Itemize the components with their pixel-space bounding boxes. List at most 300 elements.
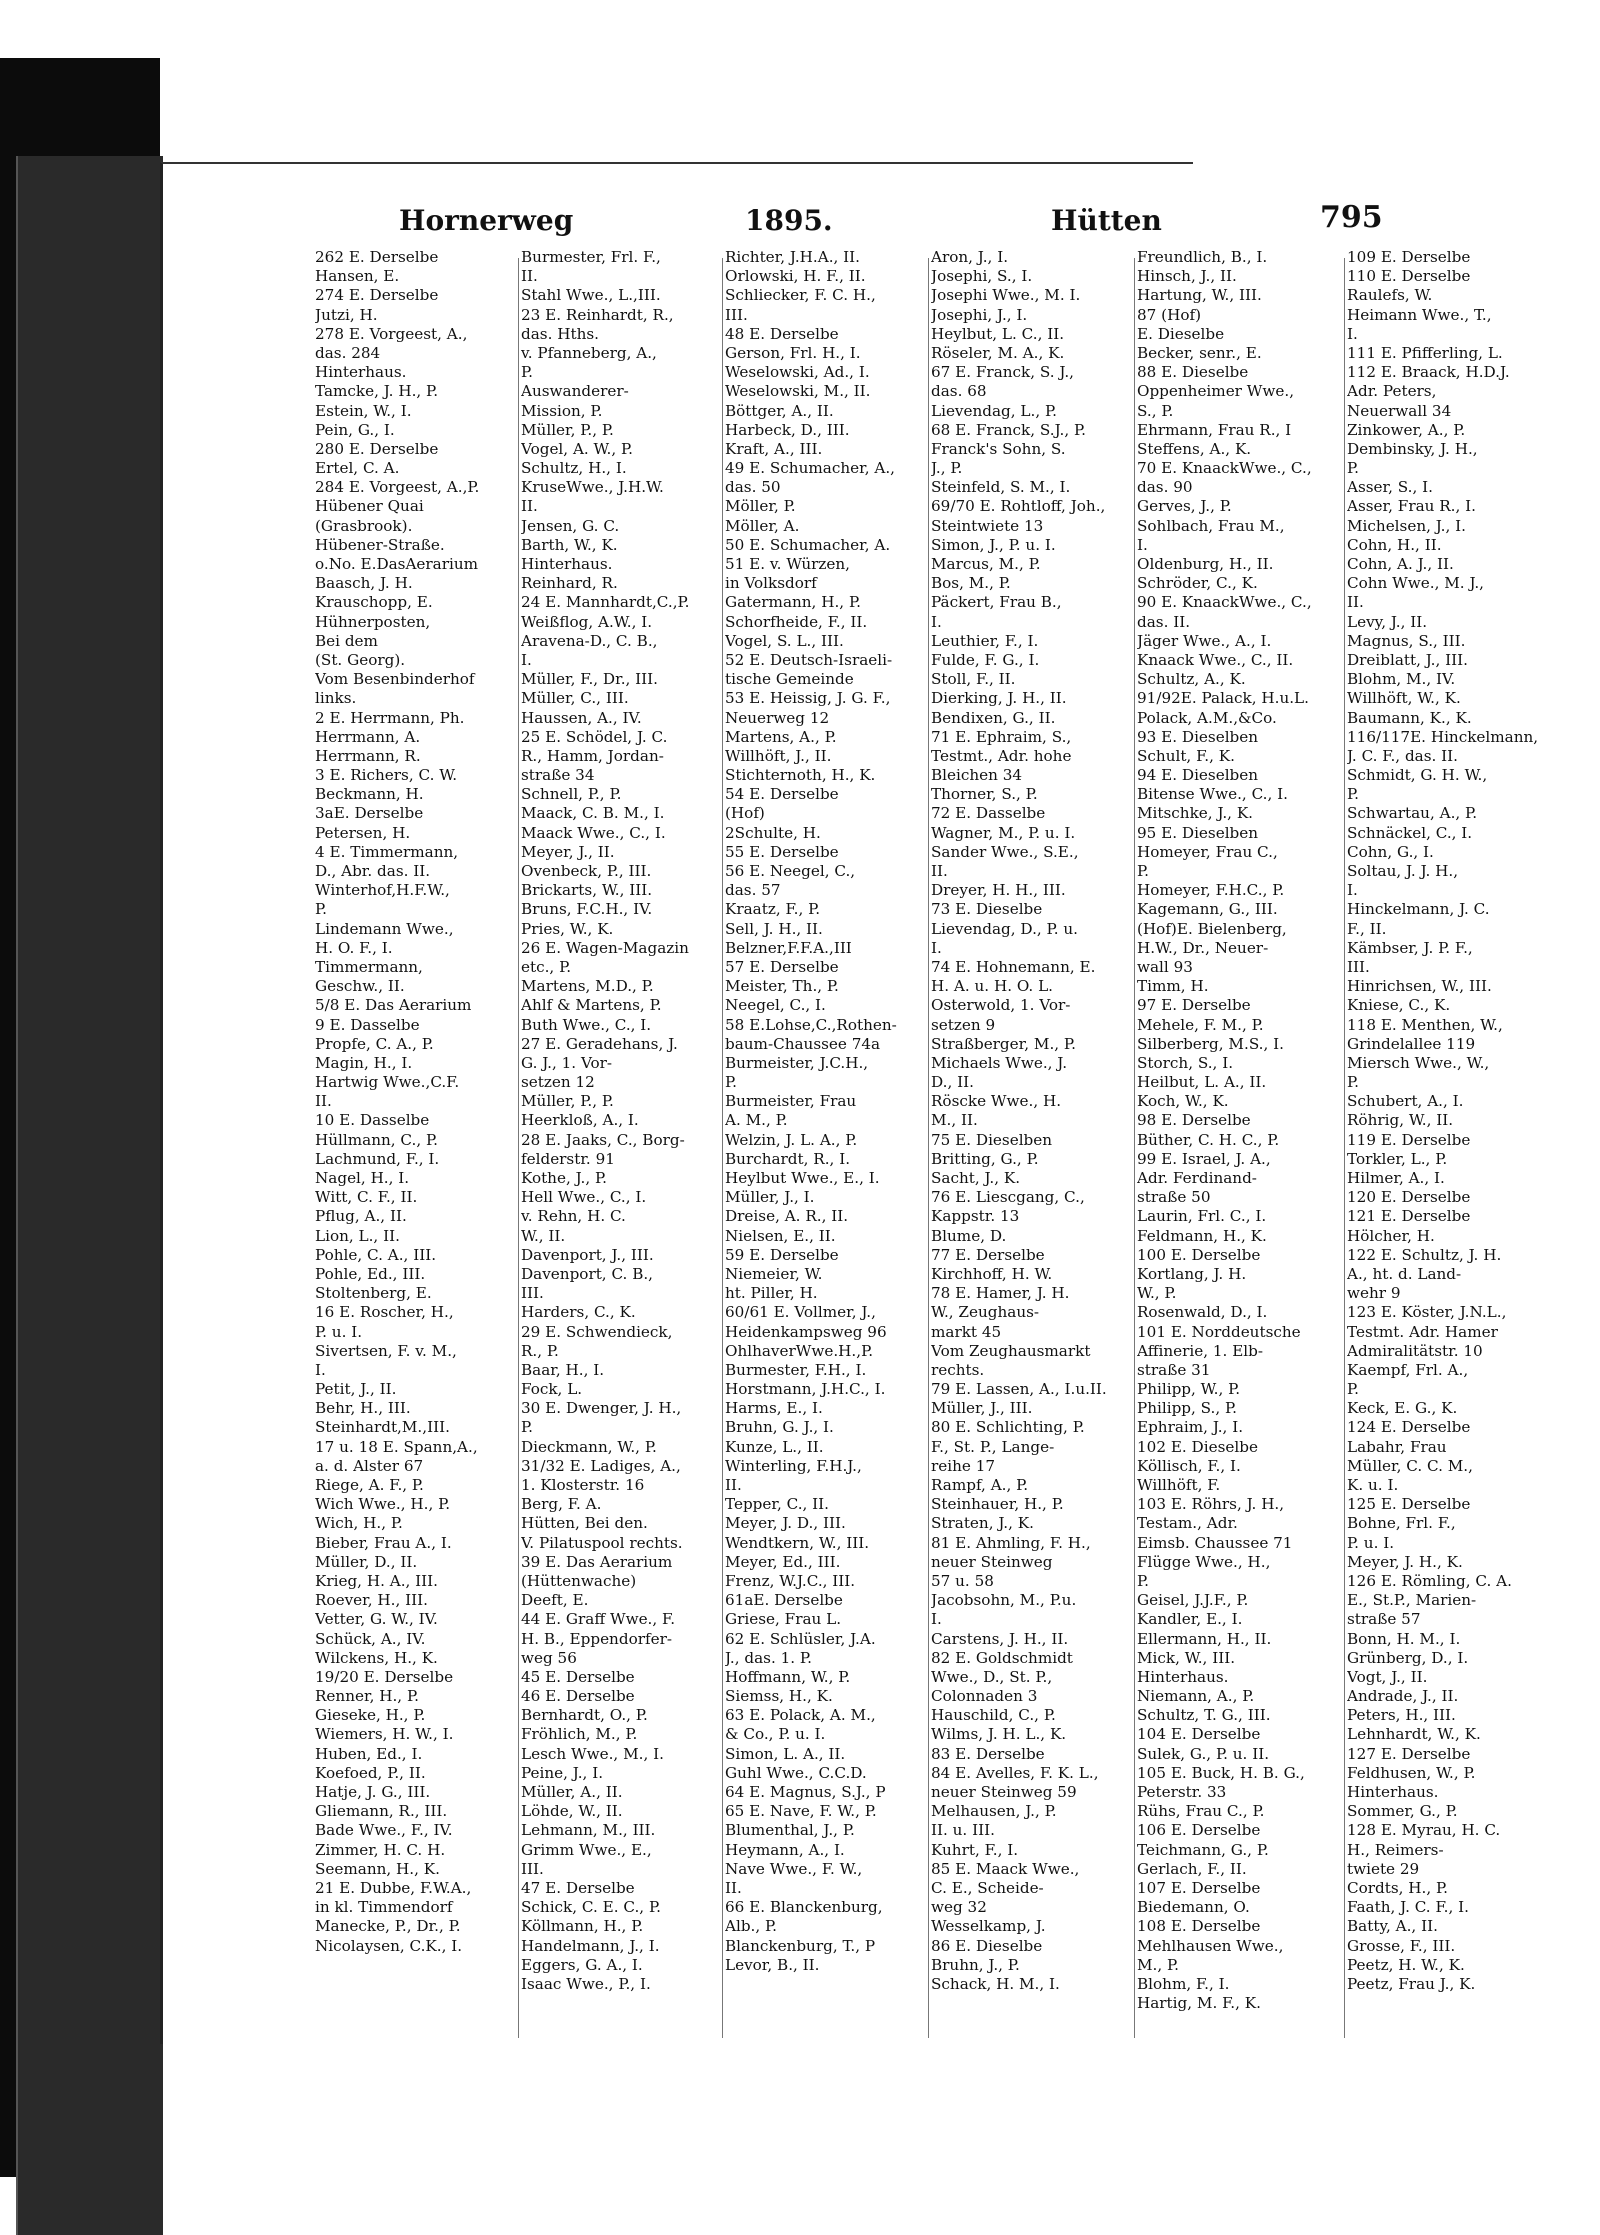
directory-entry-line: Willhöft, J., II. <box>725 746 832 765</box>
header-year: 1895. <box>745 204 833 237</box>
directory-entry-line: III. <box>521 1284 544 1303</box>
directory-entry-line: Hatje, J. G., III. <box>315 1783 431 1801</box>
directory-entry-line: Ahlf & Martens, P. <box>521 996 662 1015</box>
directory-entry-line: Koefoed, P., II. <box>315 1763 426 1782</box>
directory-entry-line: Mehlhausen Wwe., <box>1137 1936 1284 1955</box>
directory-entry-line: v. Rehn, H. C. <box>521 1207 626 1226</box>
directory-entry-line: Wich Wwe., H., P. <box>315 1495 451 1514</box>
directory-entry-line: Bieber, Frau A., I. <box>315 1533 452 1552</box>
directory-entry-line: Manecke, P., Dr., P. <box>315 1917 461 1936</box>
directory-entry-line: 71 E. Ephraim, S., <box>931 727 1072 746</box>
directory-entry-line: Becker, senr., E. <box>1137 343 1262 362</box>
directory-entry-line: Handelmann, J., I. <box>521 1936 660 1955</box>
directory-entry-line: Feldhusen, W., P. <box>1347 1763 1476 1782</box>
directory-entry-line: Vom Besenbinderhof <box>315 670 475 689</box>
directory-entry-line: Lion, L., II. <box>315 1226 400 1245</box>
directory-entry-line: Testmt., Adr. hohe <box>931 746 1072 765</box>
directory-entry-line: Meister, Th., P. <box>725 977 839 996</box>
directory-entry-line: 82 E. Goldschmidt <box>931 1648 1073 1667</box>
directory-entry-line: Josephi, S., I. <box>931 267 1033 286</box>
directory-entry-line: 274 E. Derselbe <box>315 286 439 305</box>
directory-entry-line: Vetter, G. W., IV. <box>315 1610 438 1629</box>
directory-entry-line: Davenport, J., III. <box>521 1245 654 1264</box>
directory-entry-line: Zimmer, H. C. H. <box>315 1840 446 1859</box>
directory-entry-line: Hinsch, J., II. <box>1137 267 1237 286</box>
directory-entry-line: Storch, S., I. <box>1137 1053 1234 1072</box>
directory-entry-line: P. <box>1137 1571 1149 1590</box>
directory-entry-line: 73 E. Dieselbe <box>931 900 1043 919</box>
directory-entry-line: Tamcke, J. H., P. <box>315 382 439 401</box>
directory-entry-line: Müller, C., III. <box>521 689 629 708</box>
directory-entry-line: 24 E. Mannhardt,C.,P. <box>521 593 690 612</box>
directory-entry-line: Petit, J., II. <box>315 1380 397 1399</box>
directory-entry-line: Hinrichsen, W., III. <box>1347 977 1492 996</box>
directory-entry-line: Ertel, C. A. <box>315 459 400 478</box>
directory-entry-line: 48 E. Derselbe <box>725 324 839 343</box>
directory-entry-line: 64 E. Magnus, S.J., P <box>725 1783 886 1801</box>
directory-entry-line: in Volksdorf <box>725 574 817 593</box>
directory-entry-line: Kaempf, Frl. A., <box>1347 1360 1469 1379</box>
directory-entry-line: Knaack Wwe., C., II. <box>1137 650 1294 669</box>
directory-entry-line: 104 E. Derselbe <box>1137 1725 1261 1744</box>
directory-entry-line: Steinhauer, H., P. <box>931 1495 1064 1514</box>
directory-entry-line: Renner, H., P. <box>315 1687 419 1706</box>
directory-entry-line: 72 E. Dasselbe <box>931 804 1046 823</box>
directory-entry-line: 49 E. Schumacher, A., <box>725 459 895 478</box>
directory-entry-line: Franck's Sohn, S. <box>931 439 1066 458</box>
directory-entry-line: Päckert, Frau B., <box>931 593 1062 612</box>
directory-entry-line: Schubert, A., I. <box>1347 1092 1464 1111</box>
directory-entry-line: P. <box>315 900 327 919</box>
directory-entry-line: 26 E. Wagen-Magazin <box>521 938 689 957</box>
directory-entry-line: Freundlich, B., I. <box>1137 248 1268 266</box>
directory-entry-line: Bade Wwe., F., IV. <box>315 1821 453 1840</box>
directory-entry-line: Hilmer, A., I. <box>1347 1169 1445 1187</box>
directory-entry-line: M., P. <box>1137 1955 1180 1974</box>
directory-entry-line: Hauschild, C., P. <box>931 1706 1056 1725</box>
directory-entry-line: 90 E. KnaackWwe., C., <box>1137 593 1312 612</box>
directory-entry-line: Biedemann, O. <box>1137 1898 1250 1917</box>
directory-entry-line: M., II. <box>931 1111 978 1130</box>
directory-entry-line: P. <box>1347 459 1359 478</box>
directory-entry-line: 280 E. Derselbe <box>315 439 439 458</box>
directory-entry-line: II. <box>521 497 538 516</box>
directory-entry-line: Pries, W., K. <box>521 919 614 938</box>
directory-entry-line: Osterwold, 1. Vor- <box>931 996 1071 1015</box>
directory-entry-line: H. O. F., I. <box>315 938 393 957</box>
directory-column-3 <box>725 248 925 2028</box>
directory-entry-line: Estein, W., I. <box>315 401 412 420</box>
directory-entry-line: Winterling, F.H.J., <box>725 1456 862 1475</box>
directory-entry-line: Adr. Peters, <box>1347 382 1437 401</box>
directory-entry-line: Faath, J. C. F., I. <box>1347 1898 1469 1917</box>
directory-entry-line: Mission, P. <box>521 401 603 420</box>
directory-entry-line: Pflug, A., II. <box>315 1207 407 1226</box>
directory-entry-line: Krieg, H. A., III. <box>315 1571 439 1590</box>
directory-entry-line: 95 E. Dieselben <box>1137 823 1259 842</box>
directory-entry-line: 67 E. Franck, S. J., <box>931 363 1074 382</box>
column-divider <box>1134 258 1135 2038</box>
directory-entry-line: Rosenwald, D., I. <box>1137 1303 1268 1322</box>
directory-entry-line: Bernhardt, O., P. <box>521 1706 648 1725</box>
directory-entry-line: Seemann, H., K. <box>315 1859 440 1878</box>
directory-entry-line: Gerves, J., P. <box>1137 497 1232 516</box>
directory-entry-line: Bruhn, J., P. <box>931 1955 1020 1974</box>
directory-entry-line: o.No. E.DasAerarium <box>315 555 479 573</box>
directory-entry-line: 118 E. Menthen, W., <box>1347 1015 1503 1034</box>
header-left-street: Hornerweg <box>399 204 574 237</box>
directory-entry-line: Miersch Wwe., W., <box>1347 1053 1490 1072</box>
directory-entry-line: straße 57 <box>1347 1610 1421 1629</box>
directory-entry-line: Gliemann, R., III. <box>315 1802 448 1821</box>
directory-entry-line: E., St.P., Marien- <box>1347 1591 1477 1610</box>
directory-entry-line: 17 u. 18 E. Spann,A., <box>315 1437 478 1456</box>
directory-entry-line: straße 31 <box>1137 1360 1211 1379</box>
directory-entry-line: Lesch Wwe., M., I. <box>521 1744 664 1763</box>
directory-entry-line: Magin, H., I. <box>315 1053 413 1072</box>
directory-entry-line: Stoltenberg, E. <box>315 1284 432 1303</box>
directory-entry-line: Bruhn, G. J., I. <box>725 1418 834 1437</box>
directory-entry-line: Oldenburg, H., II. <box>1137 555 1274 573</box>
directory-entry-line: 284 E. Vorgeest, A.,P. <box>315 478 480 497</box>
directory-entry-line: Jäger Wwe., A., I. <box>1137 631 1272 650</box>
directory-entry-line: Nave Wwe., F. W., <box>725 1859 863 1878</box>
directory-entry-line: V. Pilatuspool rechts. <box>521 1533 683 1552</box>
directory-entry-line: Winterhof,H.F.W., <box>315 881 450 900</box>
directory-entry-line: Simon, L. A., II. <box>725 1744 846 1763</box>
directory-entry-line: Michelsen, J., I. <box>1347 516 1466 535</box>
directory-entry-line: Teichmann, G., P. <box>1137 1840 1269 1859</box>
directory-entry-line: J., das. 1. P. <box>725 1648 812 1667</box>
directory-entry-line: Wendtkern, W., III. <box>725 1533 870 1552</box>
directory-entry-line: Auswanderer- <box>521 382 629 401</box>
directory-entry-line: I. <box>931 612 942 631</box>
directory-entry-line: Bos, M., P. <box>931 574 1011 593</box>
directory-entry-line: neuer Steinweg 59 <box>931 1783 1077 1801</box>
directory-entry-line: Alb., P. <box>725 1917 777 1936</box>
directory-entry-line: 79 E. Lassen, A., I.u.II. <box>931 1380 1107 1399</box>
directory-entry-line: Wagner, M., P. u. I. <box>931 823 1076 842</box>
directory-entry-line: II. <box>725 1476 742 1494</box>
directory-entry-line: Vogel, S. L., III. <box>725 631 844 650</box>
directory-entry-line: Levor, B., II. <box>725 1955 820 1974</box>
directory-entry-line: Siemss, H., K. <box>725 1687 833 1706</box>
directory-entry-line: baum-Chaussee 74a <box>725 1034 881 1053</box>
directory-entry-line: Eimsb. Chaussee 71 <box>1137 1533 1293 1552</box>
directory-entry-line: P. <box>1137 862 1149 880</box>
directory-entry-line: Koch, W., K. <box>1137 1092 1229 1111</box>
directory-entry-line: R., P. <box>521 1341 559 1360</box>
directory-entry-line: Andrade, J., II. <box>1347 1687 1459 1706</box>
directory-entry-line: Lachmund, F., I. <box>315 1149 440 1168</box>
directory-entry-line: I. <box>1347 324 1358 343</box>
directory-entry-line: Gatermann, H., P. <box>725 593 861 612</box>
directory-entry-line: Marcus, M., P. <box>931 555 1041 573</box>
directory-entry-line: Vom Zeughausmarkt <box>931 1341 1091 1360</box>
directory-entry-line: 31/32 E. Ladiges, A., <box>521 1456 681 1475</box>
directory-entry-line: W., II. <box>521 1226 566 1245</box>
directory-entry-line: Weißflog, A.W., I. <box>521 612 653 631</box>
directory-entry-line: 74 E. Hohnemann, E. <box>931 957 1096 976</box>
directory-entry-line: Schück, A., IV. <box>315 1629 426 1648</box>
directory-entry-line: Müller, D., II. <box>315 1552 418 1571</box>
directory-entry-line: weg 56 <box>521 1648 577 1667</box>
directory-entry-line: das. Hths. <box>521 324 599 343</box>
directory-entry-line: II. u. III. <box>931 1821 995 1840</box>
directory-entry-line: Mitschke, J., K. <box>1137 804 1254 823</box>
directory-entry-line: Kagemann, G., III. <box>1137 900 1278 919</box>
directory-entry-line: II. <box>931 862 948 880</box>
directory-entry-line: 70 E. KnaackWwe., C., <box>1137 459 1312 478</box>
directory-entry-line: Levy, J., II. <box>1347 612 1428 631</box>
directory-entry-line: I. <box>931 1610 942 1629</box>
directory-entry-line: Eggers, G. A., I. <box>521 1955 643 1974</box>
directory-entry-line: 57 u. 58 <box>931 1571 994 1590</box>
directory-entry-line: Kuhrt, F., I. <box>931 1840 1019 1859</box>
directory-entry-line: Geisel, J.J.F., P. <box>1137 1591 1249 1610</box>
directory-entry-line: Schult, F., K. <box>1137 746 1235 765</box>
directory-entry-line: 99 E. Israel, J. A., <box>1137 1149 1271 1168</box>
directory-entry-line: Isaac Wwe., P., I. <box>521 1974 651 1993</box>
directory-entry-line: Orlowski, H. F., II. <box>725 267 866 286</box>
directory-entry-line: Batty, A., II. <box>1347 1917 1438 1936</box>
directory-entry-line: 59 E. Derselbe <box>725 1245 839 1264</box>
directory-entry-line: D., II. <box>931 1073 974 1092</box>
directory-entry-line: Böttger, A., II. <box>725 401 834 420</box>
directory-entry-line: 3aE. Derselbe <box>315 804 424 823</box>
directory-entry-line: Rampf, A., P. <box>931 1476 1029 1494</box>
directory-entry-line: Meyer, J. D., III. <box>725 1514 846 1533</box>
directory-entry-line: Kirchhoff, H. W. <box>931 1264 1053 1283</box>
directory-entry-line: Davenport, C. B., <box>521 1264 654 1283</box>
directory-entry-line: 87 (Hof) <box>1137 305 1202 324</box>
directory-entry-line: 58 E.Lohse,C.,Rothen- <box>725 1015 897 1034</box>
directory-entry-line: Griese, Frau L. <box>725 1610 842 1629</box>
directory-entry-line: Müller, P., P. <box>521 1092 614 1111</box>
directory-entry-line: 86 E. Dieselbe <box>931 1936 1043 1955</box>
directory-entry-line: Hübener-Straße. <box>315 535 445 554</box>
directory-entry-line: Willhöft, F. <box>1137 1476 1221 1494</box>
directory-entry-line: Mehele, F. M., P. <box>1137 1015 1264 1034</box>
directory-entry-line: Pohle, C. A., III. <box>315 1245 437 1264</box>
directory-entry-line: Steinfeld, S. M., I. <box>931 478 1071 497</box>
directory-entry-line: 16 E. Roscher, H., <box>315 1303 454 1322</box>
directory-entry-line: R., Hamm, Jordan- <box>521 746 664 765</box>
directory-entry-line: Nagel, H., I. <box>315 1169 410 1187</box>
directory-entry-line: 56 E. Neegel, C., <box>725 862 856 880</box>
directory-column-2 <box>521 248 719 2028</box>
directory-entry-line: Cohn, H., II. <box>1347 535 1442 554</box>
directory-entry-line: Polack, A.M.,&Co. <box>1137 708 1277 727</box>
directory-entry-line: Michaels Wwe., J. <box>931 1053 1068 1072</box>
directory-entry-line: Bonn, H. M., I. <box>1347 1629 1461 1648</box>
directory-entry-line: Peterstr. 33 <box>1137 1783 1227 1801</box>
directory-entry-line: 5/8 E. Das Aerarium <box>315 996 472 1015</box>
directory-entry-line: Ovenbeck, P., III. <box>521 862 652 880</box>
directory-entry-line: Peine, J., I. <box>521 1763 604 1782</box>
directory-entry-line: Kämbser, J. P. F., <box>1347 938 1473 957</box>
directory-entry-line: A. M., P. <box>725 1111 788 1130</box>
directory-entry-line: Wich, H., P. <box>315 1514 403 1533</box>
directory-entry-line: 39 E. Das Aerarium <box>521 1552 673 1571</box>
directory-entry-line: Labahr, Frau <box>1347 1437 1447 1456</box>
directory-entry-line: Kothe, J., P. <box>521 1169 607 1187</box>
directory-entry-line: weg 32 <box>931 1898 987 1917</box>
column-divider <box>722 258 723 2038</box>
directory-entry-line: D., Abr. das. II. <box>315 862 431 880</box>
directory-entry-line: II. <box>315 1092 332 1111</box>
directory-entry-line: neuer Steinweg <box>931 1552 1053 1571</box>
directory-entry-line: H. A. u. H. O. L. <box>931 977 1053 996</box>
directory-entry-line: Kraft, A., III. <box>725 439 823 458</box>
directory-entry-line: Schnell, P., P. <box>521 785 622 804</box>
directory-entry-line: Harbeck, D., III. <box>725 420 850 439</box>
directory-entry-line: I. <box>521 650 532 669</box>
directory-entry-line: Peetz, H. W., K. <box>1347 1955 1465 1974</box>
directory-entry-line: Geschw., II. <box>315 977 405 996</box>
directory-entry-line: Maack, C. B. M., I. <box>521 804 665 823</box>
directory-entry-line: 66 E. Blanckenburg, <box>725 1898 883 1917</box>
directory-entry-line: 46 E. Derselbe <box>521 1687 635 1706</box>
directory-entry-line: II. <box>725 1878 742 1897</box>
directory-entry-line: Testam., Adr. <box>1137 1514 1238 1533</box>
directory-entry-line: Haussen, A., IV. <box>521 708 642 727</box>
directory-entry-line: A., ht. d. Land- <box>1347 1264 1462 1283</box>
directory-entry-line: Timm, H. <box>1137 977 1209 996</box>
directory-entry-line: J., P. <box>931 459 963 478</box>
column-divider <box>518 258 519 2038</box>
directory-entry-line: III. <box>521 1859 544 1878</box>
directory-entry-line: P. <box>1347 1380 1359 1399</box>
directory-entry-line: 127 E. Derselbe <box>1347 1744 1471 1763</box>
directory-entry-line: 88 E. Dieselbe <box>1137 363 1249 382</box>
directory-entry-line: rechts. <box>931 1360 985 1379</box>
directory-entry-line: Tepper, C., II. <box>725 1495 830 1514</box>
directory-entry-line: Carstens, J. H., II. <box>931 1629 1069 1648</box>
directory-entry-line: 65 E. Nave, F. W., P. <box>725 1802 877 1821</box>
directory-column-6 <box>1347 248 1559 2028</box>
directory-entry-line: Burmeister, J.C.H., <box>725 1053 869 1072</box>
directory-entry-line: 100 E. Derselbe <box>1137 1245 1261 1264</box>
directory-entry-line: Bendixen, G., II. <box>931 708 1056 727</box>
directory-entry-line: 112 E. Braack, H.D.J. <box>1347 363 1510 382</box>
directory-entry-line: Schorfheide, F., II. <box>725 612 868 631</box>
directory-entry-line: Magnus, S., III. <box>1347 631 1466 650</box>
directory-entry-line: Buth Wwe., C., I. <box>521 1015 652 1034</box>
directory-entry-line: Stoll, F., II. <box>931 670 1016 689</box>
directory-entry-line: Grünberg, D., I. <box>1347 1648 1469 1667</box>
directory-entry-line: 68 E. Franck, S.J., P. <box>931 420 1086 439</box>
directory-entry-line: Stichternoth, H., K. <box>725 766 876 785</box>
directory-entry-line: J. C. F., das. II. <box>1347 746 1459 765</box>
directory-entry-line: P. <box>521 1418 533 1437</box>
header-right-street: Hütten <box>1051 204 1162 237</box>
directory-entry-line: Gerson, Frl. H., I. <box>725 343 861 362</box>
directory-entry-line: Philipp, S., P. <box>1137 1399 1237 1418</box>
directory-entry-line: das. 57 <box>725 881 781 900</box>
directory-entry-line: 47 E. Derselbe <box>521 1878 635 1897</box>
directory-entry-line: Müller, J., III. <box>931 1399 1033 1418</box>
directory-entry-line: Steffens, A., K. <box>1137 439 1252 458</box>
directory-entry-line: 124 E. Derselbe <box>1347 1418 1471 1437</box>
directory-entry-line: Ephraim, J., I. <box>1137 1418 1244 1437</box>
directory-page <box>160 162 1539 2044</box>
directory-entry-line: Neuerwall 34 <box>1347 401 1452 420</box>
directory-entry-line: Barth, W., K. <box>521 535 618 554</box>
directory-entry-line: Stahl Wwe., L.,III. <box>521 286 661 305</box>
directory-entry-line: Röscke Wwe., H. <box>931 1092 1062 1111</box>
directory-entry-line: Horstmann, J.H.C., I. <box>725 1380 886 1399</box>
directory-entry-line: Gieseke, H., P. <box>315 1706 426 1725</box>
directory-entry-line: 61aE. Derselbe <box>725 1591 843 1610</box>
directory-entry-line: Kniese, C., K. <box>1347 996 1451 1015</box>
directory-entry-line: Silberberg, M.S., I. <box>1137 1034 1284 1053</box>
directory-entry-line: Timmermann, <box>315 957 423 976</box>
directory-entry-line: (Hof) <box>725 804 765 823</box>
directory-entry-line: 27 E. Geradehans, J. <box>521 1034 678 1053</box>
directory-entry-line: 1. Klosterstr. 16 <box>521 1476 645 1494</box>
directory-entry-line: Grimm Wwe., E., <box>521 1840 652 1859</box>
directory-entry-line: 69/70 E. Rohtloff, Joh., <box>931 497 1106 516</box>
directory-entry-line: 123 E. Köster, J.N.L., <box>1347 1303 1507 1322</box>
directory-entry-line: Sacht, J., K. <box>931 1169 1021 1187</box>
directory-entry-line: Nicolaysen, C.K., I. <box>315 1936 463 1955</box>
directory-entry-line: Müller, F., Dr., III. <box>521 670 659 689</box>
directory-entry-line: Kappstr. 13 <box>931 1207 1020 1226</box>
directory-entry-line: setzen 9 <box>931 1015 996 1034</box>
directory-entry-line: wall 93 <box>1137 957 1193 976</box>
directory-entry-line: Dembinsky, J. H., <box>1347 439 1478 458</box>
directory-entry-line: Hinterhaus. <box>521 555 613 573</box>
directory-entry-line: Blohm, F., I. <box>1137 1974 1230 1993</box>
directory-column-4 <box>931 248 1131 2028</box>
directory-entry-line: 55 E. Derselbe <box>725 842 839 861</box>
directory-entry-line: Gerlach, F., II. <box>1137 1859 1247 1878</box>
directory-entry-line: Bleichen 34 <box>931 766 1023 785</box>
directory-entry-line: Herrmann, A. <box>315 727 421 746</box>
directory-entry-line: Weselowski, Ad., I. <box>725 363 870 382</box>
directory-entry-line: 44 E. Graff Wwe., F. <box>521 1610 676 1629</box>
directory-entry-line: 81 E. Ahmling, F. H., <box>931 1533 1091 1552</box>
directory-entry-line: Burmester, Frl. F., <box>521 248 661 266</box>
directory-entry-line: twiete 29 <box>1347 1859 1420 1878</box>
directory-entry-line: Beckmann, H. <box>315 785 424 804</box>
directory-entry-line: Meyer, J. H., K. <box>1347 1552 1463 1571</box>
directory-entry-line: 75 E. Dieselben <box>931 1130 1053 1149</box>
directory-entry-line: Müller, P., P. <box>521 420 614 439</box>
directory-entry-line: Hinterhaus. <box>1347 1783 1439 1801</box>
directory-entry-line: Schmidt, G. H. W., <box>1347 766 1488 785</box>
scan-binding-shadow <box>16 156 163 2235</box>
directory-entry-line: Schack, H. M., I. <box>931 1974 1060 1993</box>
directory-entry-line: Soltau, J. J. H., <box>1347 862 1459 880</box>
directory-entry-line: wehr 9 <box>1347 1284 1401 1303</box>
directory-entry-line: II. <box>1347 593 1364 612</box>
directory-entry-line: Cohn Wwe., M. J., <box>1347 574 1485 593</box>
directory-entry-line: 80 E. Schlichting, P. <box>931 1418 1085 1437</box>
directory-entry-line: 97 E. Derselbe <box>1137 996 1251 1015</box>
directory-entry-line: P. <box>1347 785 1359 804</box>
directory-entry-line: Britting, G., P. <box>931 1149 1039 1168</box>
directory-entry-line: 50 E. Schumacher, A. <box>725 535 891 554</box>
directory-entry-line: Blumenthal, J., P. <box>725 1821 855 1840</box>
directory-entry-line: 84 E. Avelles, F. K. L., <box>931 1763 1099 1782</box>
directory-entry-line: Martens, M.D., P. <box>521 977 654 996</box>
directory-entry-line: Welzin, J. L. A., P. <box>725 1130 858 1149</box>
directory-entry-line: Schultz, A., K. <box>1137 670 1246 689</box>
directory-entry-line: Steintwiete 13 <box>931 516 1044 535</box>
directory-entry-line: H.W., Dr., Neuer- <box>1137 938 1269 957</box>
